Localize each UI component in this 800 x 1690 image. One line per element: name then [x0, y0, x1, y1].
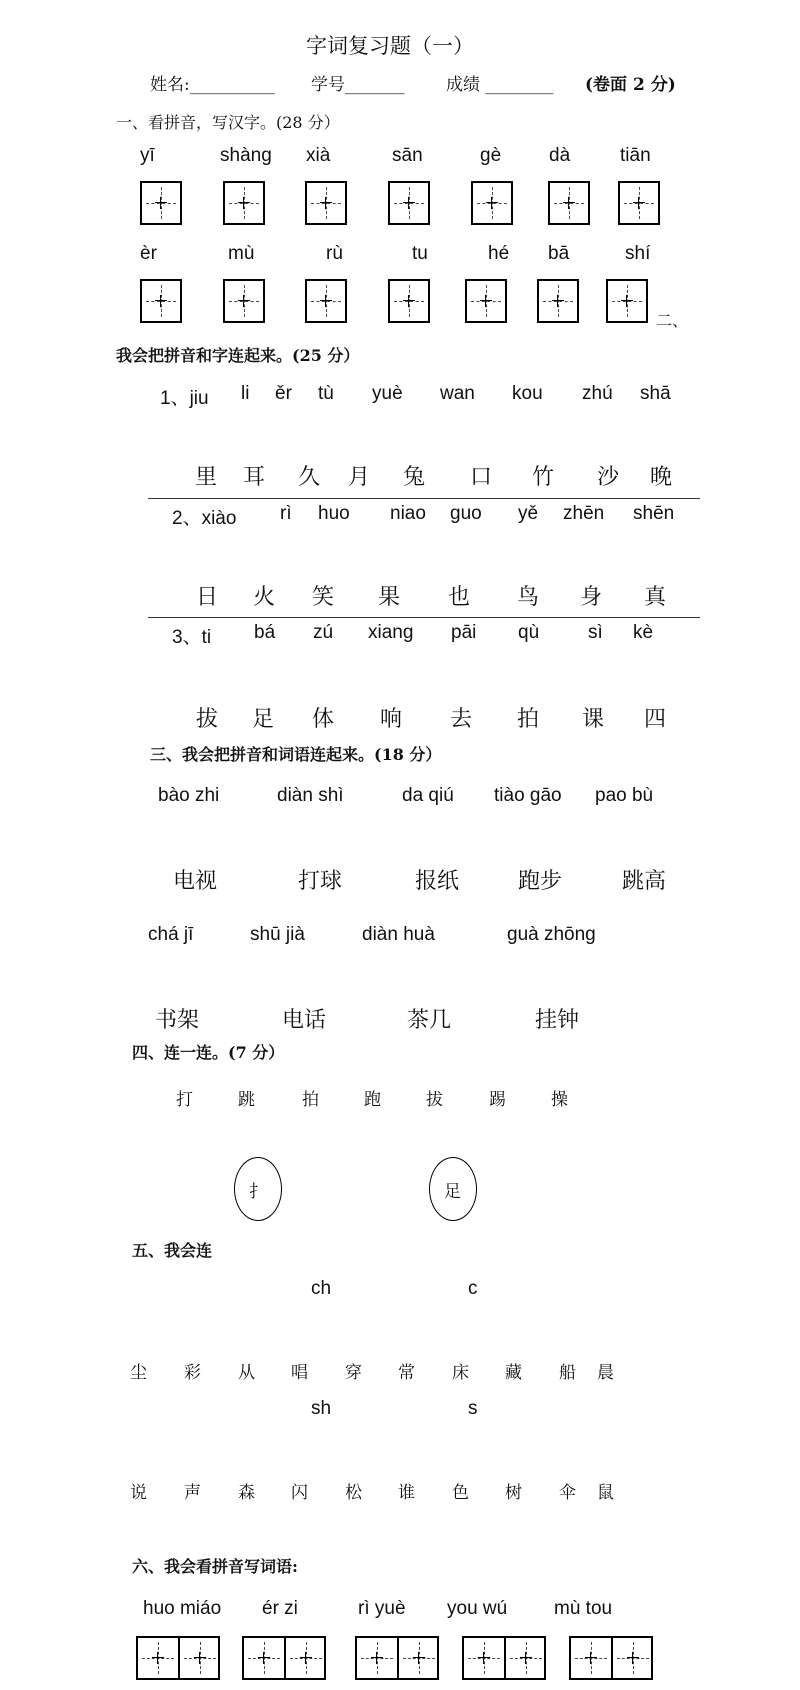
word: 书架 [155, 1008, 200, 1033]
writing-grid-box[interactable] [465, 279, 507, 323]
pinyin-syllable: gè [480, 145, 502, 166]
radical-oval-foot [429, 1157, 477, 1221]
hanzi-character: 唱 [291, 1363, 308, 1383]
hanzi-character: 穿 [345, 1363, 362, 1383]
pinyin-syllable: yuè [372, 383, 403, 404]
hanzi-character: 船 [559, 1363, 576, 1383]
hanzi-character: 鼠 [597, 1483, 614, 1503]
initial-sound: sh [311, 1398, 332, 1419]
pinyin-word: guà zhōng [507, 924, 596, 945]
student-number-field[interactable]: 学号_______ [311, 75, 405, 95]
hanzi-character: 拍 [517, 707, 540, 732]
hanzi-character: 口 [470, 465, 493, 490]
pinyin-word: huo miáo [143, 1598, 222, 1619]
word: 跳高 [622, 869, 667, 894]
pinyin-word: you wú [447, 1598, 508, 1619]
radical-oval-hand [234, 1157, 282, 1221]
hanzi-character: 沙 [597, 465, 620, 490]
word: 打球 [298, 869, 343, 894]
pinyin-syllable: 1、jiu [160, 388, 209, 409]
pinyin-syllable: shí [625, 243, 651, 264]
writing-grid-box[interactable] [606, 279, 648, 323]
hanzi-character: 藏 [505, 1363, 522, 1383]
section-1-heading: 一、看拼音，写汉字。(28 分） [116, 113, 340, 132]
writing-grid-box[interactable] [388, 279, 430, 323]
hanzi-character: 闪 [291, 1483, 308, 1503]
pinyin-syllable: bā [548, 243, 570, 264]
pinyin-word: mù tou [554, 1598, 613, 1619]
hanzi-character: 里 [195, 465, 218, 490]
hanzi-character: 踢 [489, 1090, 506, 1110]
word: 电话 [282, 1008, 327, 1033]
writing-grid-box[interactable] [471, 181, 513, 225]
pinyin-syllable: èr [140, 243, 157, 264]
pinyin-syllable: kou [512, 383, 543, 404]
hanzi-character: 耳 [243, 465, 266, 490]
hanzi-character: 森 [238, 1483, 255, 1503]
section-2-divider-2 [148, 617, 700, 618]
pinyin-syllable: tiān [620, 145, 651, 166]
word: 挂钟 [535, 1008, 580, 1033]
pinyin-syllable: 3、ti [172, 627, 212, 648]
hanzi-character: 晚 [650, 465, 673, 490]
pinyin-word: diàn huà [362, 924, 435, 945]
pinyin-word: bào zhi [158, 785, 220, 806]
writing-grid-box[interactable] [223, 181, 265, 225]
initial-sound: s [468, 1398, 478, 1419]
hanzi-character: 拔 [426, 1090, 443, 1110]
writing-grid-box-double[interactable] [462, 1636, 546, 1680]
hanzi-character: 说 [130, 1483, 147, 1503]
hanzi-character: 课 [582, 707, 605, 732]
hanzi-character: 兔 [403, 465, 426, 490]
initial-sound: ch [311, 1278, 332, 1299]
word: 跑步 [518, 869, 563, 894]
hanzi-character: 响 [380, 707, 403, 732]
pinyin-syllable: shēn [633, 503, 675, 524]
pinyin-syllable: niao [390, 503, 426, 524]
pinyin-syllable: tu [412, 243, 428, 264]
pinyin-word: pao bù [595, 785, 654, 806]
section-2-heading: 我会把拼音和字连起来。(25 分） [116, 346, 360, 365]
pinyin-syllable: sān [392, 145, 423, 166]
hanzi-character: 谁 [398, 1483, 415, 1503]
hanzi-character: 拔 [196, 707, 219, 732]
pinyin-syllable: qù [518, 622, 540, 643]
pinyin-syllable: li [241, 383, 250, 404]
hanzi-character: 竹 [532, 465, 555, 490]
writing-grid-box[interactable] [140, 279, 182, 323]
pinyin-syllable: zú [313, 622, 334, 643]
section-2-heading-number: 二、 [656, 311, 689, 330]
hanzi-character: 日 [196, 585, 219, 610]
hanzi-character: 火 [253, 585, 276, 610]
pinyin-syllable: hé [488, 243, 510, 264]
pinyin-word: shū jià [250, 924, 305, 945]
hanzi-character: 打 [176, 1090, 193, 1110]
pinyin-syllable: tù [318, 383, 334, 404]
hanzi-character: 尘 [130, 1363, 147, 1383]
hanzi-character: 色 [452, 1483, 469, 1503]
hanzi-character: 体 [312, 707, 335, 732]
hanzi-character: 松 [345, 1483, 362, 1503]
radical-hand: 扌 [249, 1182, 266, 1202]
pinyin-syllable: zhú [582, 383, 613, 404]
pinyin-word: tiào gāo [494, 785, 562, 806]
hanzi-character: 果 [378, 585, 401, 610]
hanzi-character: 树 [505, 1483, 522, 1503]
pinyin-syllable: zhēn [563, 503, 605, 524]
word: 报纸 [415, 869, 460, 894]
pinyin-syllable: huo [318, 503, 350, 524]
pinyin-syllable: yě [518, 503, 539, 524]
hanzi-character: 操 [551, 1090, 568, 1110]
pinyin-word: chá jī [148, 924, 194, 945]
pinyin-syllable: xiang [368, 622, 414, 643]
pinyin-syllable: xià [306, 145, 331, 166]
section-6-heading: 六、我会看拼音写词语: [132, 1557, 298, 1576]
word: 电视 [173, 869, 218, 894]
hanzi-character: 身 [580, 585, 603, 610]
initial-sound: c [468, 1278, 478, 1299]
hanzi-character: 从 [238, 1363, 255, 1383]
pinyin-syllable: sì [588, 622, 603, 643]
hanzi-character: 也 [448, 585, 471, 610]
hanzi-character: 去 [450, 707, 473, 732]
score-field[interactable]: 成绩 ________ [446, 75, 554, 95]
writing-grid-box-double[interactable] [355, 1636, 439, 1680]
hanzi-character: 常 [398, 1363, 415, 1383]
pinyin-syllable: yī [140, 145, 155, 166]
writing-grid-box[interactable] [537, 279, 579, 323]
hanzi-character: 床 [452, 1363, 469, 1383]
pinyin-syllable: kè [633, 622, 654, 643]
pinyin-word: diàn shì [277, 785, 344, 806]
pinyin-syllable: rì [280, 503, 292, 524]
hanzi-character: 鸟 [517, 585, 540, 610]
pinyin-syllable: dà [549, 145, 571, 166]
pinyin-word: da qiú [402, 785, 454, 806]
hanzi-character: 声 [184, 1483, 201, 1503]
pinyin-syllable: 2、xiào [172, 508, 237, 529]
writing-grid-box[interactable] [388, 181, 430, 225]
hanzi-character: 跑 [364, 1090, 381, 1110]
pinyin-syllable: mù [228, 243, 255, 264]
pinyin-syllable: pāi [451, 622, 477, 643]
section-3-heading: 三、我会把拼音和词语连起来。(18 分） [150, 745, 442, 764]
writing-grid-box[interactable] [305, 181, 347, 225]
pinyin-word: ér zi [262, 1598, 298, 1619]
pinyin-syllable: bá [254, 622, 276, 643]
hanzi-character: 伞 [559, 1483, 576, 1503]
pinyin-syllable: ěr [275, 383, 292, 404]
writing-grid-box[interactable] [618, 181, 660, 225]
writing-grid-box[interactable] [305, 279, 347, 323]
hanzi-character: 月 [348, 465, 371, 490]
page-title: 字词复习题（一） [306, 34, 474, 58]
hanzi-character: 四 [644, 707, 667, 732]
section-4-heading: 四、连一连。(7 分） [132, 1043, 285, 1062]
word: 茶几 [407, 1008, 452, 1033]
writing-grid-box[interactable] [223, 279, 265, 323]
pinyin-word: rì yuè [358, 1598, 406, 1619]
hanzi-character: 笑 [312, 585, 335, 610]
writing-grid-box-double[interactable] [136, 1636, 220, 1680]
writing-grid-box[interactable] [548, 181, 590, 225]
writing-grid-box-double[interactable] [242, 1636, 326, 1680]
hanzi-character: 彩 [184, 1363, 201, 1383]
hanzi-character: 跳 [238, 1090, 255, 1110]
pinyin-syllable: wan [440, 383, 475, 404]
hanzi-character: 足 [252, 707, 275, 732]
hanzi-character: 久 [298, 465, 321, 490]
writing-grid-box[interactable] [140, 181, 182, 225]
neatness-note: (卷面 2 分) [585, 75, 676, 95]
section-5-heading: 五、我会连 [132, 1241, 213, 1260]
hanzi-character: 晨 [597, 1363, 614, 1383]
pinyin-syllable: rù [326, 243, 343, 264]
pinyin-syllable: guo [450, 503, 482, 524]
writing-grid-box-double[interactable] [569, 1636, 653, 1680]
name-field[interactable]: 姓名:__________ [150, 75, 275, 95]
hanzi-character: 拍 [302, 1090, 319, 1110]
hanzi-character: 真 [644, 585, 667, 610]
pinyin-syllable: shàng [220, 145, 272, 166]
section-2-divider-1 [148, 498, 700, 499]
radical-foot: 足 [444, 1182, 461, 1202]
pinyin-syllable: shā [640, 383, 671, 404]
